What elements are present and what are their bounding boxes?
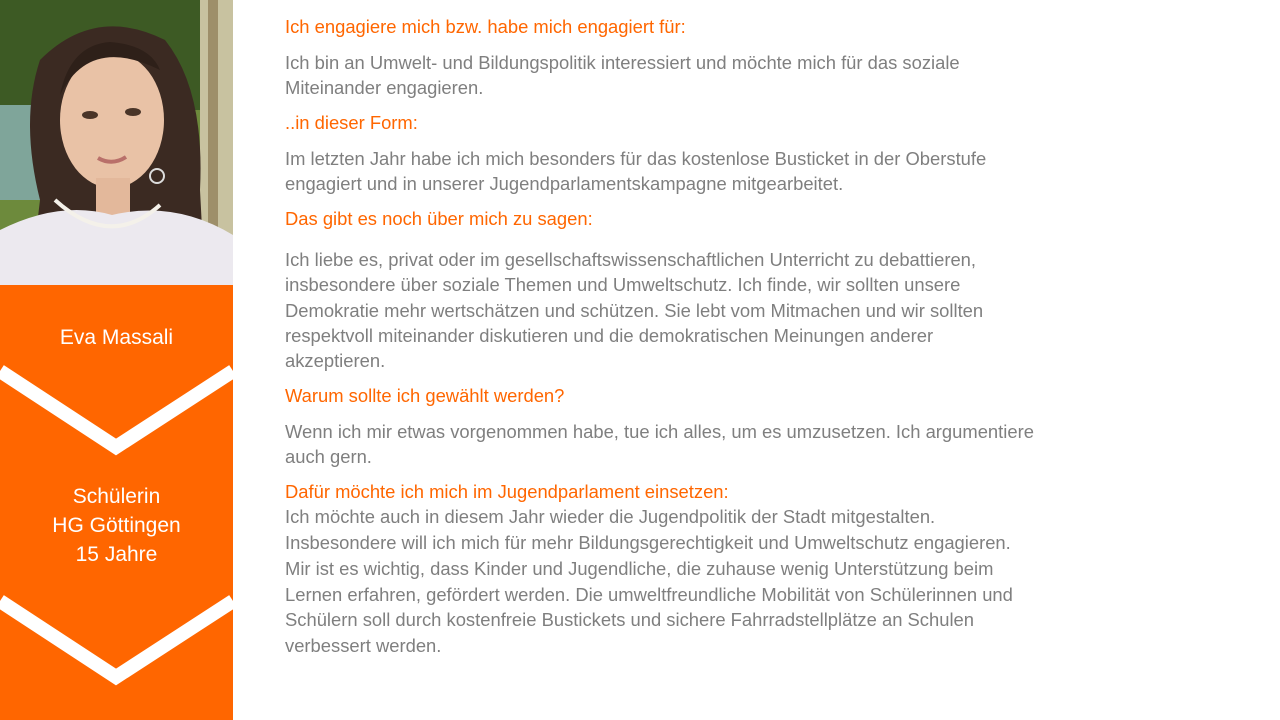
text-line: Ich bin an Umwelt- und Bildungspolitik interessiert und möchte mich für das soziale [285,52,960,73]
text-line: Insbesondere will ich mich für mehr Bildungsgerechtigkeit und Umweltschutz engagieren. [285,532,1011,554]
profile-content [285,14,1250,659]
candidate-info [0,482,233,569]
text-line: Ich liebe es, privat oder im gesellschaftswissenschaftlichen Unterricht zu debattieren, [285,249,977,270]
text-line: Im letzten Jahr habe ich mich besonders für das kostenlose Busticket in der Oberstufe [285,148,987,169]
text-line: engagiert und in unserer Jugendparlamentskampagne mitgearbeitet. [285,172,844,194]
candidate-school: HG Göttingen [52,514,181,537]
section-heading: Das gibt es noch über mich zu sagen: [285,208,593,229]
text-line: auch gern. [285,445,372,467]
section-body [285,147,1250,196]
text-line: Demokratie mehr wertschätzen und schützen. Sie lebt vom Mitmachen und wir sollten [285,299,984,321]
section-heading: ..in dieser Form: [285,112,418,133]
section-heading: Warum sollte ich gewählt werden? [285,385,565,407]
candidate-age: 15 Jahre [75,543,158,566]
text-line: Lernen erfahren, gefördert werden. Die umweltfreundliche Mobilität von Schülerinnen und [285,583,1013,605]
section-body [285,504,1250,658]
text-line: Miteinander engagieren. [285,76,484,98]
profile-sidebar [0,0,233,720]
text-line: insbesondere über soziale Themen und Umweltschutz. Ich finde, wir sollten unsere [285,274,961,296]
section-heading: Ich engagiere mich bzw. habe mich engagiert für: [285,16,686,37]
candidate-name: Eva Massali [59,326,174,349]
section-body [285,420,1250,469]
portrait-illustration [0,0,233,285]
section-heading: Dafür möchte ich mich im Jugendparlament einsetzen: [285,481,729,503]
text-line: Schülern soll durch kostenfreie Bustickets und sichere Fahrradstellplätze an Schulen [285,609,974,631]
section-body [285,51,1250,100]
candidate-role: Schülerin [72,485,161,508]
section-body [285,247,1250,373]
text-line: Wenn ich mir etwas vorgenommen habe, tue ich alles, um es umzusetzen. Ich argumentiere [285,421,1034,443]
text-line: Ich möchte auch in diesem Jahr wieder die Jugendpolitik der Stadt mitgestalten. [285,506,936,528]
text-line: verbessert werden. [285,635,442,656]
text-line: respektvoll miteinander diskutieren und die demokratischen Meinungen anderer [285,324,934,346]
text-line: Mir ist es wichtig, dass Kinder und Jugendliche, die zuhause wenig Unterstützung beim [285,557,994,579]
profile-photo [0,0,233,285]
text-line: akzeptieren. [285,350,386,372]
